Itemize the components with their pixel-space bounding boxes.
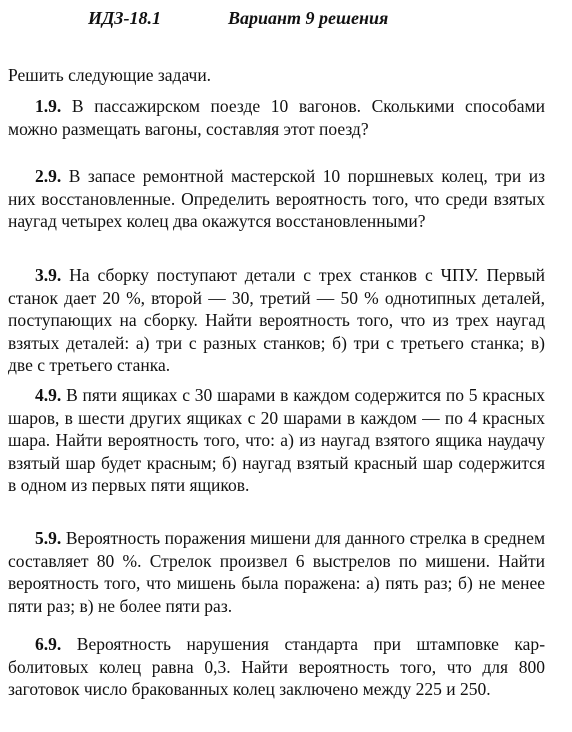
problem-text: В пяти ящиках с 30 шарами в каждом содержится по 5 красных шаров, в шести других ящиках с 20 шарами в каждом — по 4 красных шара. Найти вероятность того, что: а) из наугад взятого ящика наудачу взятый шар будет красным; б) наугад взятый красный шар содержится в одном из первых пяти ящиков. (8, 385, 546, 495)
problem-number: 1.9. (35, 96, 62, 116)
problem-number: 5.9. (35, 528, 62, 548)
problem-number: 3.9. (35, 265, 62, 285)
problem-text: В пассажирском поезде 10 вагонов. Сколькими способами можно размещать вагоны, составляя этот поезд? (8, 96, 546, 139)
problem-text: Вероятность поражения мишени для данного стрелка в среднем составляет 80 %. Стрелок произвел 6 выстрелов по мишени. Найти вероятность того, что мишень была поражена: а) пять раз; б) не менее пяти раз; в) не более пяти раз. (8, 528, 546, 616)
problem-5 (8, 527, 545, 617)
problem-text: В запасе ремонтной мастерской 10 поршневых колец, три из них восстановленные. Определить вероятность того, что среди взятых наугад четырех колец два окажутся восстановленными? (8, 166, 545, 231)
problem-number: 4.9. (35, 385, 62, 405)
assignment-code: ИДЗ-18.1 (88, 8, 161, 28)
problem-number: 2.9. (35, 166, 62, 186)
intro-text: Решить следующие задачи. (8, 65, 212, 85)
problem-3 (8, 264, 545, 377)
variant-title: Вариант 9 решения (228, 8, 389, 28)
problem-4 (8, 384, 545, 497)
problem-6 (8, 633, 545, 701)
problem-2 (8, 165, 545, 233)
problem-text: Вероятность нарушения стандарта при штамповке карболитовых колец равна 0,3. Найти вероятность того, что для 800 заготовок число бракованных колец заключено между 225 и 250. (8, 634, 546, 699)
problem-text: На сборку поступают детали с трех станков с ЧПУ. Первый станок дает 20 %, второй — 30, третий — 50 % однотипных деталей, поступающих на сборку. Найти вероятность того, что из трех наугад взятых деталей: а) три с разных станков; б) три с третьего станка; в) две с третьего станка. (8, 265, 545, 375)
problem-number: 6.9. (35, 634, 62, 654)
problem-1 (8, 95, 545, 140)
page-header (0, 8, 572, 32)
